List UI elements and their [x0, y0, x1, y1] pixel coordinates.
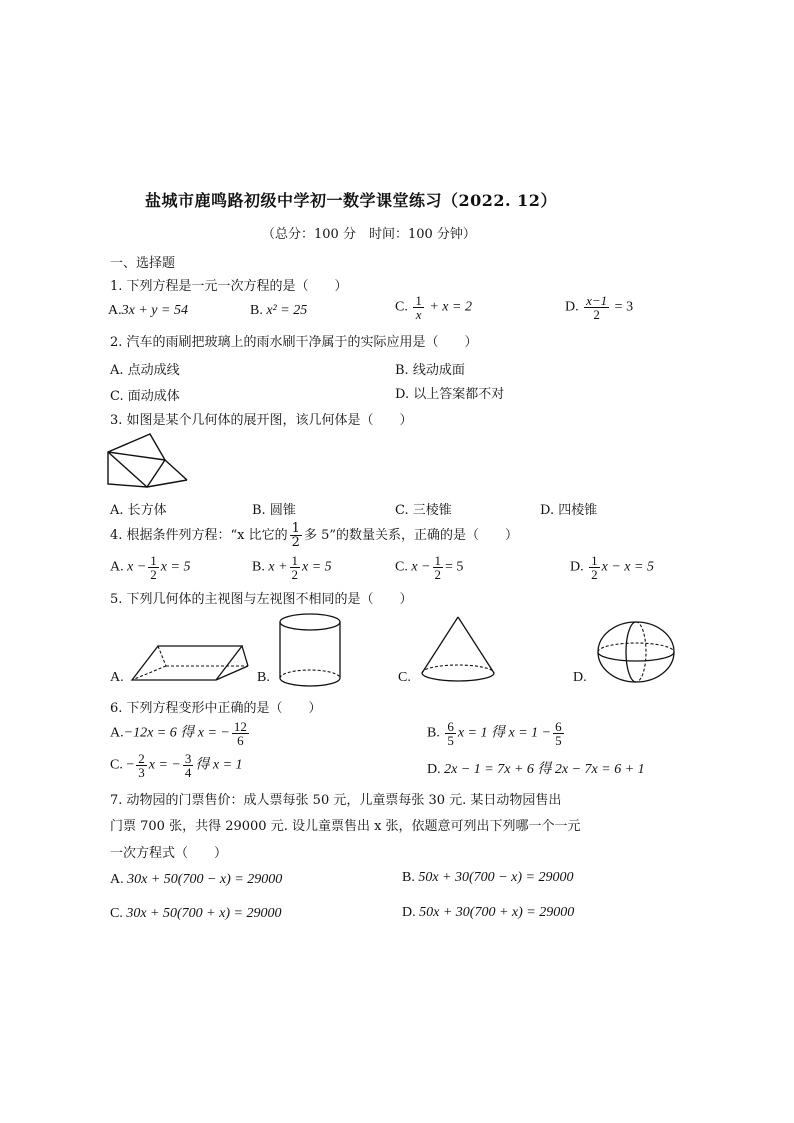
- q6-a-den: 6: [237, 733, 244, 748]
- q4-stem-post: 多 5”的数量关系，正确的是（ ）: [303, 528, 518, 543]
- q1-stem: 1. 下列方程是一元一次方程的是（ ）: [110, 279, 348, 294]
- q5-stem: 5. 下列几何体的主视图与左视图不相同的是（ ）: [110, 592, 413, 607]
- q3-option-d: D. 四棱锥: [540, 503, 598, 518]
- q4-c-num: 1: [434, 553, 442, 568]
- q4-b-label: B.: [252, 559, 265, 575]
- q6-c-num2: 3: [184, 751, 192, 766]
- q1-a-math: 3x + y = 54: [121, 303, 188, 318]
- q3-option-a: A. 长方体: [110, 503, 167, 518]
- q6-stem: 6. 下列方程变形中正确的是（ ）: [110, 701, 322, 716]
- q1-a-label: A.: [108, 303, 122, 318]
- q6-d-text: 2x − 1 = 7x + 6 得 2x − 7x = 6 + 1: [444, 762, 645, 777]
- q6-c-num1: 2: [138, 751, 145, 766]
- q7-option-d: [402, 905, 574, 921]
- q7-line-1: 7. 动物园的门票售价：成人票每张 50 元，儿童票每张 30 元. 某日动物园售出: [110, 793, 562, 808]
- page-title: 盐城市鹿鸣路初级中学初一数学课堂练习（2022. 12）: [145, 191, 557, 210]
- q7-a-math: 30x + 50(700 − x) = 29000: [127, 872, 283, 887]
- q4-c-pre: x −: [411, 559, 431, 575]
- section-heading: 一、选择题: [110, 256, 176, 271]
- q4-option-c: [395, 554, 463, 581]
- q6-a-num: 12: [233, 719, 247, 734]
- q3-stem: 3. 如图是某个几何体的展开图，该几何体是（ ）: [110, 413, 413, 428]
- q4-c-label: C.: [395, 559, 408, 575]
- q1-d-num: x−1: [586, 293, 608, 308]
- q5-option-a: A.: [110, 670, 124, 685]
- q5-option-d: D.: [573, 670, 587, 685]
- q6-c-mid: x = −: [148, 757, 181, 773]
- q7-b-math: 50x + 30(700 − x) = 29000: [418, 870, 574, 885]
- q7-option-a: [110, 872, 282, 888]
- q3-net-figure: [105, 432, 195, 492]
- q4-a-label: A.: [110, 559, 124, 575]
- q1-option-a: [108, 303, 188, 319]
- q1-b-math: x² = 25: [266, 303, 308, 318]
- q6-option-b: [427, 720, 566, 747]
- q2-option-c: C. 面动成体: [110, 389, 180, 404]
- q6-c-pre: −: [126, 757, 135, 773]
- q5-cone-figure: [418, 615, 498, 687]
- q4-option-d: [570, 554, 654, 581]
- q5-sphere-figure: [596, 620, 676, 684]
- q4-c-post: = 5: [445, 559, 464, 575]
- q2-option-b: B. 线动成面: [395, 363, 465, 378]
- q3-option-b: B. 圆锥: [252, 503, 296, 518]
- q3-option-c: C. 三棱锥: [395, 503, 452, 518]
- q4-c-den: 2: [434, 567, 442, 582]
- q6-b-den1: 5: [447, 733, 454, 748]
- q6-c-post: 得 x = 1: [195, 757, 243, 773]
- q6-a-label: A.: [110, 725, 124, 741]
- q4-b-post: x = 5: [302, 559, 332, 575]
- page-subtitle: （总分：100 分 时间：100 分钟）: [262, 227, 476, 242]
- q7-d-math: 50x + 30(700 + x) = 29000: [419, 905, 575, 920]
- q1-b-label: B.: [250, 303, 263, 318]
- q2-stem: 2. 汽车的雨刷把玻璃上的雨水刷干净属于的实际应用是（ ）: [110, 335, 478, 350]
- q4-stem-num: 1: [291, 521, 300, 536]
- q7-a-label: A.: [110, 872, 124, 887]
- q4-b-den: 2: [291, 567, 299, 582]
- q7-c-label: C.: [110, 906, 123, 921]
- q4-d-den: 2: [591, 567, 598, 582]
- q6-option-d: [427, 758, 645, 778]
- q7-c-math: 30x + 50(700 + x) = 29000: [126, 906, 282, 921]
- q4-stem: [110, 522, 518, 549]
- q6-b-num1: 6: [447, 719, 454, 734]
- q4-stem-pre: 4. 根据条件列方程：“x 比它的: [110, 528, 288, 543]
- q7-line-2: 门票 700 张，共得 29000 元. 设儿童票售出 x 张，依题意可列出下列哪一个一元: [110, 819, 581, 834]
- q1-c-den: x: [415, 307, 422, 322]
- q6-b-den2: 5: [555, 733, 562, 748]
- q2-option-a: A. 点动成线: [110, 363, 180, 378]
- q6-c-label: C.: [110, 757, 123, 773]
- q5-prism-figure: [130, 638, 250, 688]
- q4-option-b: [252, 554, 332, 581]
- q4-option-a: [110, 554, 190, 581]
- q1-d-label: D.: [565, 299, 579, 315]
- q2-option-d: D. 以上答案都不对: [395, 387, 505, 402]
- q1-option-d: [565, 294, 633, 321]
- q4-b-num: 1: [291, 553, 299, 568]
- q7-option-b: [402, 870, 573, 886]
- q1-c-num: 1: [415, 293, 422, 308]
- q4-a-pre: x −: [127, 559, 147, 575]
- q1-d-rest: = 3: [614, 299, 634, 315]
- q7-line-3: 一次方程式（ ）: [110, 846, 228, 861]
- q6-c-den1: 3: [138, 765, 145, 780]
- q1-option-c: [395, 294, 472, 321]
- q5-option-c: C.: [398, 670, 411, 685]
- q4-b-pre: x +: [268, 559, 288, 575]
- q6-d-label: D.: [427, 762, 441, 777]
- q6-b-mid: x = 1 得 x = 1 −: [457, 725, 552, 741]
- q6-option-a: [110, 720, 251, 747]
- q4-a-den: 2: [150, 567, 157, 582]
- q1-option-b: [250, 303, 307, 319]
- q4-d-label: D.: [570, 559, 584, 575]
- q6-c-den2: 4: [184, 765, 192, 780]
- q5-cylinder-figure: [275, 612, 345, 690]
- q6-b-num2: 6: [555, 719, 562, 734]
- q4-d-num: 1: [591, 553, 598, 568]
- q6-b-label: B.: [427, 725, 440, 741]
- q7-b-label: B.: [402, 870, 415, 885]
- q7-d-label: D.: [402, 905, 416, 920]
- q5-option-b: B.: [257, 670, 270, 685]
- q4-stem-den: 2: [291, 535, 300, 550]
- q4-d-post: x − x = 5: [601, 559, 654, 575]
- q6-option-c: [110, 752, 243, 779]
- q4-a-post: x = 5: [160, 559, 191, 575]
- q1-d-den: 2: [593, 307, 600, 322]
- q1-c-rest: + x = 2: [429, 299, 472, 315]
- q1-c-label: C.: [395, 299, 408, 315]
- q7-option-c: [110, 906, 281, 922]
- q6-a-pre: −12x = 6 得 x = −: [123, 725, 230, 741]
- q4-a-num: 1: [150, 553, 157, 568]
